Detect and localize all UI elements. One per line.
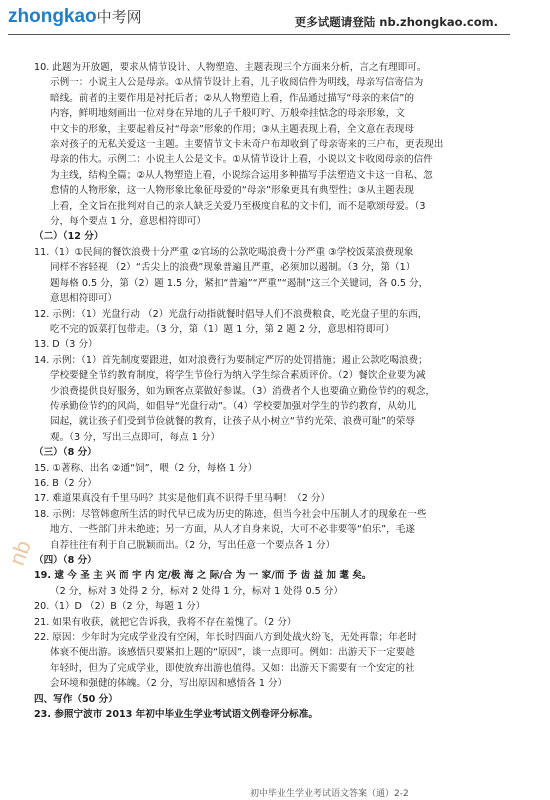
- answer-line: 22. 原因：少年时为完成学业没有空闲，年长时四面八方到处战火纷飞，无处再靠；年老时: [34, 632, 417, 644]
- answer-line: （四）（8 分）: [34, 555, 97, 566]
- answer-line: 年轻时，但为了完成学业，即使放弃出游也值得。又如：出游天下需要有一个安定的社: [50, 662, 415, 674]
- answer-line: 12. 示例：（1）光盘行动 （2）光盘行动指就餐时倡导人们不浪费粮食，吃光盘子里的东西，: [34, 308, 428, 320]
- logo-brand: zhongkao: [8, 6, 97, 27]
- answer-line: 19. 逮 今 圣 主 兴 而 宇 内 定/极 海 之 际/合 为 一 家/而 予 齿 益 加 耄 矣。: [34, 570, 372, 582]
- answer-line: （三）（8 分）: [34, 447, 97, 459]
- header-divider: [8, 34, 510, 35]
- answer-line: 亲对孩子的无私关爱这一主题。主要情节文卡未奇户布却收到了母亲寄来的三户布，更表现出: [50, 139, 444, 151]
- header-login-hint[interactable]: 更多试题请登陆 nb.zhongkao.com.: [294, 15, 498, 29]
- answer-line: 13. D（3 分）: [34, 339, 98, 351]
- answer-line: 15. ①著称、出名 ②通“饲”，喂（2 分，每格 1 分）: [34, 462, 258, 474]
- site-logo[interactable]: [8, 6, 142, 29]
- page-footer: 初中毕业生学业考试语文答案（通）2-2: [250, 789, 409, 799]
- site-header: [0, 0, 550, 42]
- answer-line: 23. 参照宁波市 2013 年初中毕业生学业考试语文例卷评分标准。: [34, 709, 318, 721]
- answer-line: 观。（3 分，写出三点即可，每点 1 分）: [50, 431, 221, 443]
- answer-line: 题每格 0.5 分，第（2）题 1.5 分，紧扣“普遍”“严重”“遏制”这三个关键词，各 0.5 分，: [50, 277, 429, 289]
- answer-line: 暗线。前者的主要作用是衬托后者；②从人物塑造上看，作品通过描写“母亲的来信”的: [50, 92, 414, 104]
- answer-line: 内容，鲜明地刻画出一位对身在异地的儿子千般叮咛、万般牵挂惦念的母亲形象，文: [50, 108, 405, 120]
- answer-line: 17. 难道果真没有千里马吗？其实是他们真不识得千里马啊！（2 分）: [34, 493, 331, 505]
- answer-line: 体衰不便出游。该感悟只要紧扣上题的“原因”，谈一点即可。例如：出游天下一定要趁: [50, 647, 415, 659]
- answer-line: 分，每个要点 1 分，意思相符即可）: [50, 216, 207, 228]
- answer-content: [34, 60, 518, 722]
- answer-line: 学校要健全节约教育制度，将学生节俭行为纳入学生综合素质评价。（2）餐饮企业要为减: [50, 370, 426, 382]
- answer-line: 园起，就让孩子们受到节俭就餐的教育，让孩子从小树立“节约光荣、浪费可耻”的荣辱: [50, 416, 415, 428]
- answer-line: 21. 如果有收获，就把它告诉我，我将不存在羞愧了。（2 分）: [34, 616, 297, 628]
- logo-cn: 中考网: [96, 9, 142, 26]
- answer-line: 意思相符即可）: [50, 293, 118, 305]
- watermark: nb: [4, 536, 36, 569]
- answer-line: 示例一：小说主人公是母亲。①从情节设计上看，儿子收阅信件为明线，母亲写信寄信为: [50, 77, 424, 89]
- answer-line: 10. 此题为开放题，要求从情节设计、人物塑造、主题表现三个方面来分析，言之有理即可。: [34, 62, 427, 73]
- answer-line: 14. 示例：（1）首先制度要跟进，如对浪费行为要制定严厉的处罚措施；遏止公款吃喝浪费；: [34, 354, 428, 366]
- answer-line: 少浪费提供良好服务，如为顾客点菜做好参谋。（3）消费者个人也要确立勤俭节约的观念，: [50, 385, 436, 397]
- answer-line: 同样不容轻视 （2）“舌尖上的浪费”现象普遍且严重，必须加以遏制。（3 分，第（1）: [50, 262, 416, 274]
- answer-line: 四、写作（50 分）: [34, 693, 118, 705]
- answer-line: 11.（1）①民间的餐饮浪费十分严重 ②官场的公款吃喝浪费十分严重 ③学校饭菜浪费现象: [34, 246, 414, 258]
- answer-line: （2 分，标对 3 处得 2 分，标对 2 处得 1 分，标对 1 处得 0.5 分）: [50, 585, 343, 597]
- answer-line: 传承勤俭节约的风尚，如倡导“光盘行动”。（4）学校要加强对学生的节约教育，从幼儿: [50, 400, 417, 412]
- answer-line: 地方、一些部门并未绝迹；另一方面，从人才自身来说，大可不必非要等“伯乐”，毛遂: [50, 524, 415, 536]
- answer-line: 中文卡的形象，主要起着反衬“母亲”形象的作用；③从主题表现上看，全文意在表现母: [50, 123, 414, 135]
- answer-line: 怠情的人物形象，这一人物形象比象征母爱的“母亲”形象更具有典型性；③从主题表现: [50, 185, 414, 197]
- answer-line: 母亲的伟大。示例二：小说主人公是文卡。①从情节设计上看，小说以文卡收阅母亲的信件: [50, 154, 433, 166]
- answer-line: 吃不完的饭菜打包带走。（3 分，第（1）题 1 分，第 2 题 2 分，意思相符即可）: [50, 323, 395, 335]
- answer-line: 上看，全文旨在批判对自己的亲人缺乏关爱乃至极度自私的文卡们，而不是歌颂母爱。（3: [50, 200, 426, 212]
- answer-line: 自荐往往有利于自己脱颖而出。（2 分，写出任意一个要点各 1 分）: [50, 539, 336, 551]
- answer-line: 16. B（2 分）: [34, 477, 97, 489]
- answer-line: （二）（12 分）: [34, 231, 104, 243]
- answer-line: 为主线，结构全篇；②从人物塑造上看，小说综合运用多种描写手法塑造文卡这一自私、忽: [50, 169, 433, 181]
- answer-line: 20.（1）D （2）B（2 分，每题 1 分）: [34, 601, 206, 613]
- answer-line: 18. 示例：尽管韩愈所生活的时代早已成为历史的陈迹，但当今社会中压制人才的现象在一些: [34, 508, 427, 520]
- answer-line: 会环境和强健的体魄。（2 分，写出原因和感悟各 1 分）: [50, 678, 288, 690]
